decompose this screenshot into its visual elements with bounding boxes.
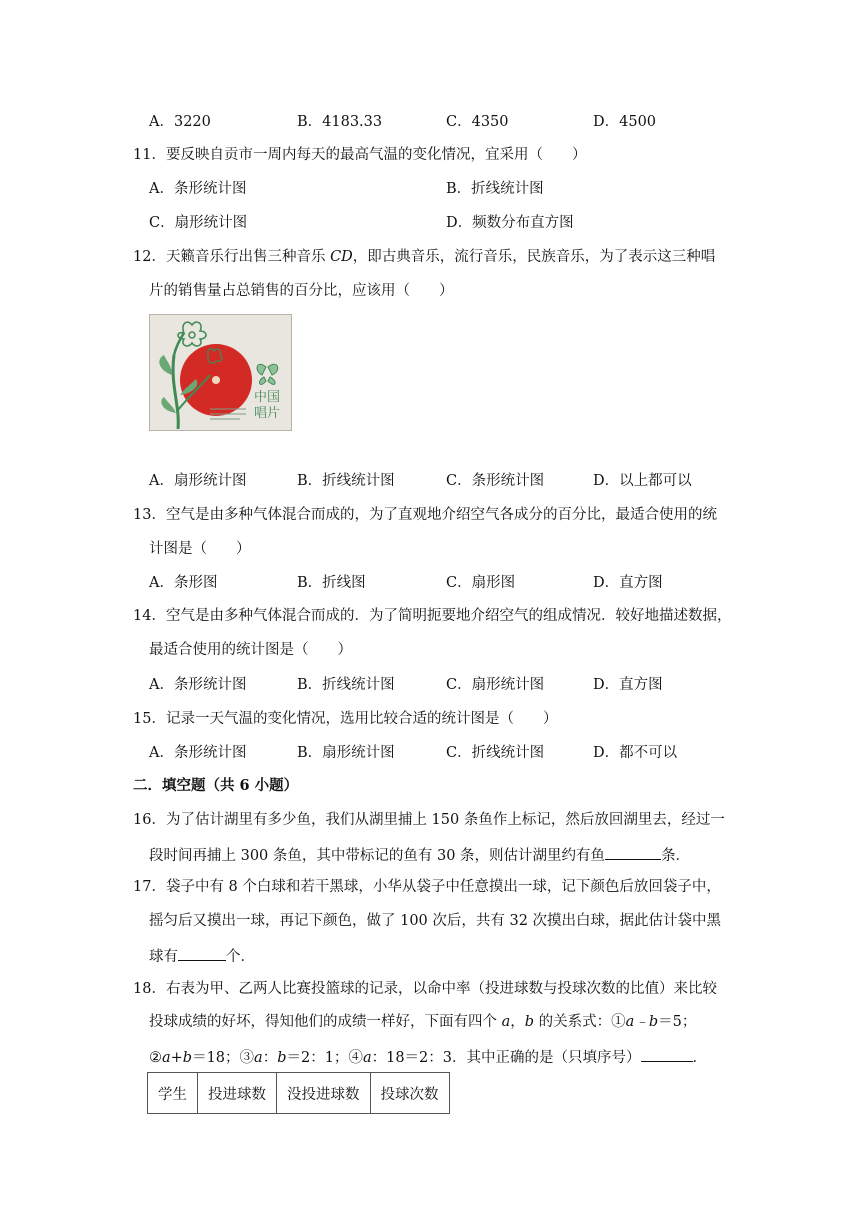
q18-answer-blank[interactable] — [641, 1046, 693, 1062]
q15-option-b: B．扇形统计图 — [297, 745, 395, 761]
q18-l3-p1: ② — [149, 1050, 162, 1066]
q18-l3-expr1: a+b — [162, 1050, 193, 1066]
q18-l3-p4: ＝2：1；④ — [286, 1050, 363, 1066]
q10-option-b: B．4183.33 — [297, 114, 383, 130]
section-heading-fill-in: 二．填空题（共 6 小题） — [133, 777, 299, 794]
q18-question-line1: 18．右表为甲、乙两人比赛投篮球的记录，以命中率（投进球数与投球次数的比值）来比较 — [133, 981, 717, 997]
q15-option-c: C．折线统计图 — [446, 745, 545, 761]
q17-answer-blank[interactable] — [178, 945, 226, 961]
table-header-cell: 投进球数 — [198, 1073, 277, 1114]
table-header-cell: 学生 — [148, 1073, 198, 1114]
q18-l2-end: ＝5； — [658, 1014, 697, 1030]
table-header-row — [148, 1073, 450, 1114]
q14-question-line1: 14．空气是由多种气体混合而成的．为了简明扼要地介绍空气的组成情况．较好地描述数据， — [133, 608, 732, 624]
q14-option-d: D．直方图 — [593, 677, 663, 693]
q12-option-a: A．扇形统计图 — [149, 473, 247, 489]
q18-question-line2 — [149, 1012, 696, 1032]
table-header-cell: 投球次数 — [370, 1073, 449, 1114]
q18-l3-p2: ＝18；③ — [192, 1050, 255, 1066]
q11-question: 11．要反映自贡市一周内每天的最高气温的变化情况，宜采用（ ） — [133, 147, 587, 163]
q15-option-d: D．都不可以 — [593, 745, 678, 761]
q18-l2-post: 的关系式：① — [534, 1014, 626, 1030]
q18-l3-b1: b — [277, 1050, 287, 1066]
q18-question-line3 — [149, 1046, 707, 1068]
q18-l2-var-a: a — [501, 1014, 511, 1030]
q13-option-b: B．折线图 — [297, 575, 366, 591]
q13-option-a: A．条形图 — [149, 575, 218, 591]
q17-question-line2: 摇匀后又摸出一球，再记下颜色，做了 100 次后，共有 32 次摸出白球，据此估计袋中黑 — [149, 913, 722, 929]
q11-option-c: C．扇形统计图 — [149, 215, 248, 231]
q18-l3-a1: a — [254, 1050, 263, 1066]
q11-option-d: D．频数分布直方图 — [446, 215, 574, 231]
q18-l3-end: ． — [692, 1050, 707, 1066]
q12-question-line1 — [133, 247, 715, 267]
q12-text-pre: 12．天籁音乐行出售三种音乐 — [133, 249, 331, 265]
q16-question-line1: 16．为了估计湖里有多少鱼，我们从湖里捕上 150 条鱼作上标记，然后放回湖里去，经过一 — [133, 812, 725, 828]
q17-question-line3 — [149, 945, 255, 967]
q16-text-post: 条． — [661, 848, 691, 864]
q14-option-c: C．扇形统计图 — [446, 677, 545, 693]
q16-text-pre: 段时间再捕上 300 条鱼，其中带标记的鱼有 30 条，则估计湖里约有鱼 — [149, 848, 606, 864]
q18-l3-p5: ：18＝2：3．其中正确的是（只填序号） — [371, 1050, 641, 1066]
record-sleeve-illustration — [150, 315, 291, 430]
q17-text-pre: 球有 — [149, 949, 178, 965]
q12-option-b: B．折线统计图 — [297, 473, 395, 489]
q11-option-b: B．折线统计图 — [446, 181, 544, 197]
q14-option-b: B．折线统计图 — [297, 677, 395, 693]
q16-question-line2 — [149, 844, 690, 866]
q18-record-table — [147, 1072, 450, 1114]
q16-answer-blank[interactable] — [605, 844, 661, 860]
q12-text-cd: CD — [330, 249, 353, 265]
q18-l2-mid: ， — [510, 1014, 525, 1030]
q10-option-c: C．4350 — [446, 114, 509, 130]
q14-question-line2: 最适合使用的统计图是（ ） — [149, 642, 352, 658]
record-title-line2: 唱片 — [254, 406, 281, 421]
q18-l2-expr: a﹣b — [625, 1014, 659, 1030]
record-title-line1: 中国 — [254, 390, 281, 405]
q15-option-a: A．条形统计图 — [149, 745, 247, 761]
q17-text-post: 个． — [226, 949, 255, 965]
q18-l2-var-b: b — [524, 1014, 535, 1030]
q14-option-a: A．条形统计图 — [149, 677, 247, 693]
q13-question-line1: 13．空气是由多种气体混合而成的，为了直观地介绍空气各成分的百分比，最适合使用的统 — [133, 507, 717, 523]
q18-l2-pre: 投球成绩的好坏，得知他们的成绩一样好，下面有四个 — [149, 1014, 502, 1030]
q11-option-a: A．条形统计图 — [149, 181, 247, 197]
q10-option-a: A．3220 — [149, 114, 211, 130]
q12-option-c: C．条形统计图 — [446, 473, 545, 489]
q12-option-d: D．以上都可以 — [593, 473, 692, 489]
q18-l3-p3: ： — [262, 1050, 278, 1066]
q12-question-line2: 片的销售量占总销售的百分比，应该用（ ） — [149, 283, 454, 299]
record-sleeve-image — [149, 314, 292, 431]
q17-question-line1: 17．袋子中有 8 个白球和若干黑球，小华从袋子中任意摸出一球，记下颜色后放回袋子中， — [133, 879, 721, 895]
q13-option-d: D．直方图 — [593, 575, 663, 591]
q10-option-d: D．4500 — [593, 114, 657, 130]
q13-option-c: C．扇形图 — [446, 575, 516, 591]
q13-question-line2: 计图是（ ） — [149, 541, 251, 557]
table-header-cell: 没投进球数 — [277, 1073, 371, 1114]
q18-l3-a2: a — [362, 1050, 372, 1066]
q15-question: 15．记录一天气温的变化情况，选用比较合适的统计图是（ ） — [133, 711, 558, 727]
q12-text-post: ，即古典音乐，流行音乐，民族音乐，为了表示这三种唱 — [352, 249, 716, 265]
